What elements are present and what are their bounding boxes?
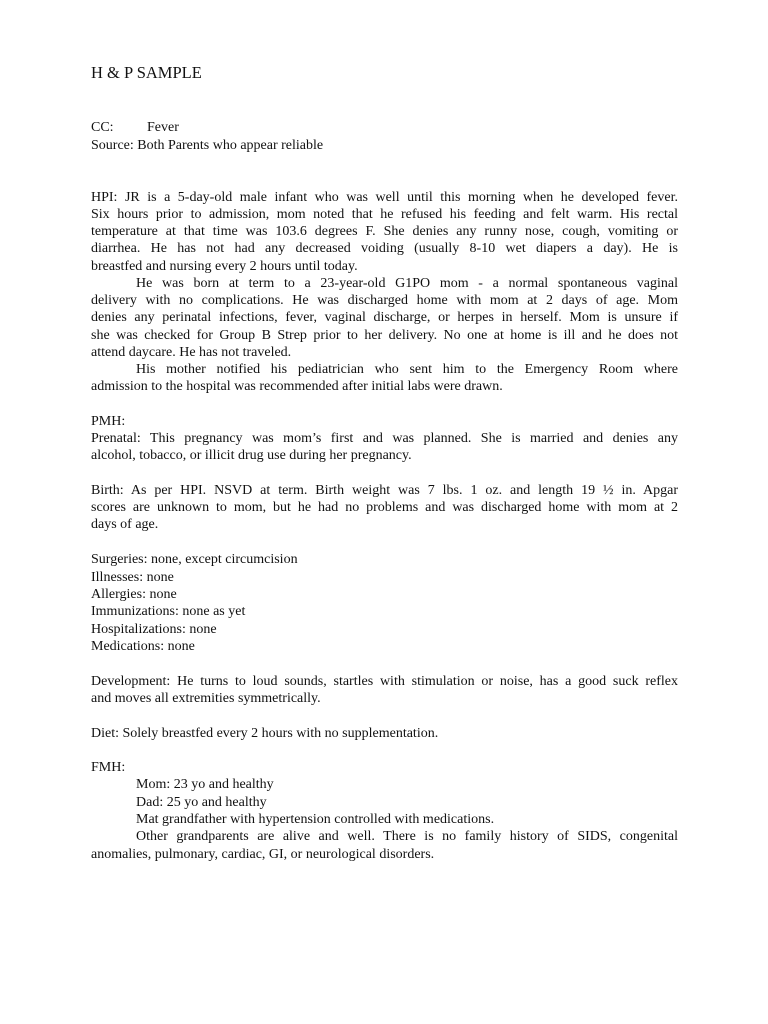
fmh-other-line: Other grandparents are alive and well. There is no family history of SIDS, congenital (136, 829, 678, 844)
illnesses-line: Illnesses: none (91, 570, 174, 585)
hpi-line: diarrhea. He has not had any decreased voiding (usually 8-10 wet diapers a day). He is (91, 241, 678, 256)
prenatal-line: Prenatal: This pregnancy was mom’s first and was planned. She is married and denies any (91, 431, 678, 446)
hpi-line: she was checked for Group B Strep prior to her delivery. No one at home is ill and he does not (91, 328, 678, 343)
document-title: H & P SAMPLE (91, 63, 202, 82)
allergies-line: Allergies: none (91, 587, 177, 602)
development-line: and moves all extremities symmetrically. (91, 691, 321, 706)
immunizations-line: Immunizations: none as yet (91, 604, 246, 619)
hpi-line: He was born at term to a 23-year-old G1PO mom - a normal spontaneous vaginal (136, 276, 678, 291)
medications-line: Medications: none (91, 639, 195, 654)
cc-label: CC: (91, 120, 114, 135)
development-line: Development: He turns to loud sounds, startles with stimulation or noise, has a good suck reflex (91, 674, 678, 689)
hpi-line: His mother notified his pediatrician who sent him to the Emergency Room where (136, 362, 678, 377)
birth-line: days of age. (91, 517, 159, 532)
diet-line: Diet: Solely breastfed every 2 hours with no supplementation. (91, 726, 439, 741)
hpi-line: delivery with no complications. He was discharged home with mom at 2 days of age. Mom (91, 293, 678, 308)
hpi-line: denies any perinatal infections, fever, vaginal discharge, or herpes in herself. Mom is unsure if (91, 310, 678, 325)
hospitalizations-line: Hospitalizations: none (91, 622, 217, 637)
hpi-line: Six hours prior to admission, mom noted that he refused his feeding and felt warm. His rectal (91, 207, 678, 222)
hpi-line: temperature at that time was 103.6 degrees F. She denies any runny nose, cough, vomiting or (91, 224, 678, 239)
cc-line (91, 119, 179, 136)
hpi-line: attend daycare. He has not traveled. (91, 345, 292, 360)
birth-line: Birth: As per HPI. NSVD at term. Birth weight was 7 lbs. 1 oz. and length 19 ½ in. Apgar (91, 483, 678, 498)
birth-line: scores are unknown to mom, but he had no problems and was discharged home with mom at 2 (91, 500, 678, 515)
pmh-label: PMH: (91, 414, 126, 429)
cc-value: Fever (147, 120, 179, 135)
prenatal-line: alcohol, tobacco, or illicit drug use during her pregnancy. (91, 448, 412, 463)
fmh-mom-line: Mom: 23 yo and healthy (136, 777, 274, 792)
surgeries-line: Surgeries: none, except circumcision (91, 552, 298, 567)
fmh-dad-line: Dad: 25 yo and healthy (136, 795, 267, 810)
fmh-other-line: anomalies, pulmonary, cardiac, GI, or neurological disorders. (91, 847, 435, 862)
hpi-line: admission to the hospital was recommended after initial labs were drawn. (91, 379, 503, 394)
hpi-line: HPI: JR is a 5-day-old male infant who was well until this morning when he developed fever. (91, 190, 678, 205)
hpi-line: breastfed and nursing every 2 hours until today. (91, 259, 358, 274)
fmh-mat-grandfather-line: Mat grandfather with hypertension controlled with medications. (136, 812, 495, 827)
source-line: Source: Both Parents who appear reliable (91, 138, 324, 153)
fmh-label: FMH: (91, 760, 126, 775)
